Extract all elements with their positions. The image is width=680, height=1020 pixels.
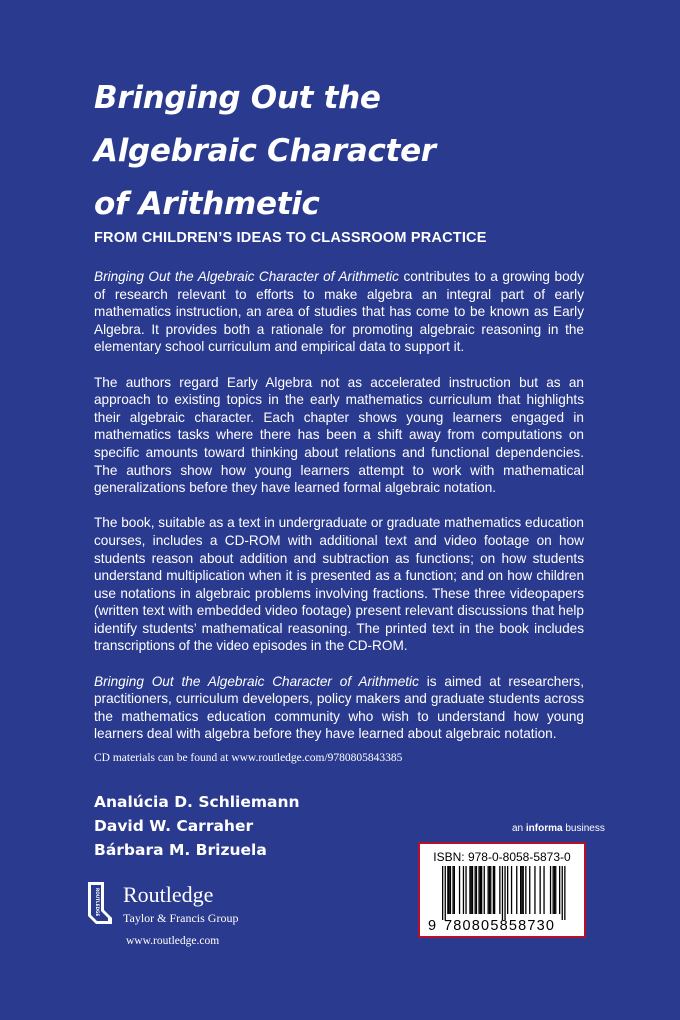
- barcode-bar: [476, 866, 477, 914]
- barcode-bar: [472, 866, 473, 914]
- paragraph-text: The authors regard Early Algebra not as accelerated instruction but as an approach to existing topics in the early mathematics curriculum that highlights their algebraic character. Each chapter shows young learners engaged in mathematics tasks where there has been a shift away from computations on specific amounts toward thinking about relations and functional dependencies. The authors show how young learners attempt to work with mathematical generalizations before they have learned formal algebraic notation.: [94, 374, 584, 496]
- barcode-first-digit: 9: [428, 918, 438, 934]
- author-name: Bárbara M. Brizuela: [94, 841, 267, 859]
- informa-brand: informa: [525, 823, 563, 834]
- informa-tagline: [512, 823, 605, 834]
- barcode-bar: [465, 866, 466, 914]
- barcode-bar: [555, 866, 556, 914]
- barcode-bar: [543, 866, 544, 914]
- barcode-bar: [516, 866, 517, 914]
- barcode-bar: [454, 866, 455, 914]
- barcode-bar: [490, 866, 491, 914]
- blurb-paragraph: [94, 514, 584, 655]
- paragraph-text: contributes to a growing body of research relevant to efforts to make algebra an integral part of early mathematics instruction, an area of studies that has come to be known as Early Algebra. It provides both a rationale for promoting algebraic reasoning in the elementary school curriculum and empirical data to support it.: [94, 269, 584, 355]
- author-name: Analúcia D. Schliemann: [94, 793, 300, 811]
- isbn-barcode: [418, 842, 586, 938]
- barcode-bar: [452, 866, 453, 914]
- publisher-url: www.routledge.com: [126, 935, 220, 947]
- barcode-bar: [521, 866, 522, 914]
- informa-suffix: business: [562, 823, 605, 834]
- paragraph-text: is aimed at researchers, practitioners, curriculum developers, policy makers and graduate students across the mathematics education community who wish to understand how young learners deal with algebra before they have learned about algebraic notation.: [94, 673, 584, 742]
- title-line: Bringing Out the: [94, 80, 381, 116]
- barcode-bar: [550, 866, 551, 914]
- barcode-bar: [523, 866, 524, 914]
- barcode-bar: [564, 866, 565, 920]
- barcode-bar: [449, 866, 450, 914]
- barcode-bar: [475, 866, 476, 914]
- barcode-bar: [499, 866, 500, 914]
- title-line: Algebraic Character: [94, 133, 436, 169]
- blurb-paragraph: [94, 673, 584, 743]
- barcode-number: [428, 918, 580, 934]
- barcode-bar: [489, 866, 490, 914]
- routledge-logo-icon: [86, 880, 114, 926]
- isbn-label: ISBN: 978-0-8058-5873-0: [433, 850, 571, 864]
- barcode-bar: [525, 866, 526, 914]
- title-line: of Arithmetic: [94, 186, 320, 222]
- barcode-digits: 780805858730: [444, 918, 556, 934]
- author-list: [94, 790, 300, 862]
- barcode-bar: [559, 866, 560, 914]
- italic-title: Bringing Out the Algebraic Character of Arithmetic: [94, 269, 399, 284]
- barcode-bar: [471, 866, 472, 914]
- blurb-paragraph: [94, 374, 584, 497]
- barcode-bar: [450, 866, 451, 914]
- informa-prefix: an: [512, 823, 526, 834]
- barcode-bar: [469, 866, 470, 914]
- paragraph-text: The book, suitable as a text in undergraduate or graduate mathematics education courses, includes a CD-ROM with additional text and video footage on how students reason about addition and subtraction as functions; on how students understand multiplication when it is presented as a function; and on how children use notations in algebraic problems involving fractions. These three videopapers (written text with embedded video footage) present relevant discussions that help identify students’ mathematical reasoning. The printed text in the book includes transcriptions of the video episodes in the CD-ROM.: [94, 515, 584, 654]
- barcode-bar: [534, 866, 535, 914]
- logo-letters: ROUTLEDGE: [95, 888, 100, 917]
- barcode-bar: [529, 866, 530, 914]
- barcode-bar: [493, 866, 494, 914]
- barcode-bar: [507, 866, 508, 914]
- barcode-bar: [562, 866, 563, 920]
- barcode-bar: [502, 866, 503, 920]
- barcode-bar: [463, 866, 464, 914]
- barcode-bar: [442, 866, 443, 920]
- barcode-bar: [520, 866, 521, 914]
- barcode-bar: [488, 866, 489, 914]
- barcode-bar: [504, 866, 505, 920]
- barcode-bar: [447, 866, 448, 914]
- publisher-group: Taylor & Francis Group: [123, 911, 239, 925]
- barcode-bar: [481, 866, 482, 914]
- barcode-bar: [478, 866, 479, 914]
- barcode-bar: [445, 866, 446, 920]
- barcode-bar: [511, 866, 512, 914]
- cd-materials-note: CD materials can be found at www.routledge.com/9780805843385: [94, 752, 403, 764]
- barcode-bar: [540, 866, 541, 914]
- barcode-bar: [494, 866, 495, 914]
- barcode-bar: [553, 866, 554, 914]
- book-title: [94, 72, 614, 231]
- barcode-bar: [554, 866, 555, 914]
- barcode-bars: [442, 866, 570, 920]
- book-subtitle: FROM CHILDREN’S IDEAS TO CLASSROOM PRACTICE: [94, 230, 487, 246]
- barcode-bar: [459, 866, 460, 914]
- publisher-name: Routledge: [123, 882, 214, 907]
- italic-title: Bringing Out the Algebraic Character of Arithmetic: [94, 673, 419, 689]
- blurb: [94, 268, 584, 761]
- barcode-bar: [480, 866, 481, 914]
- barcode-bar: [484, 866, 485, 914]
- blurb-paragraph: [94, 268, 584, 356]
- author-name: David W. Carraher: [94, 817, 254, 835]
